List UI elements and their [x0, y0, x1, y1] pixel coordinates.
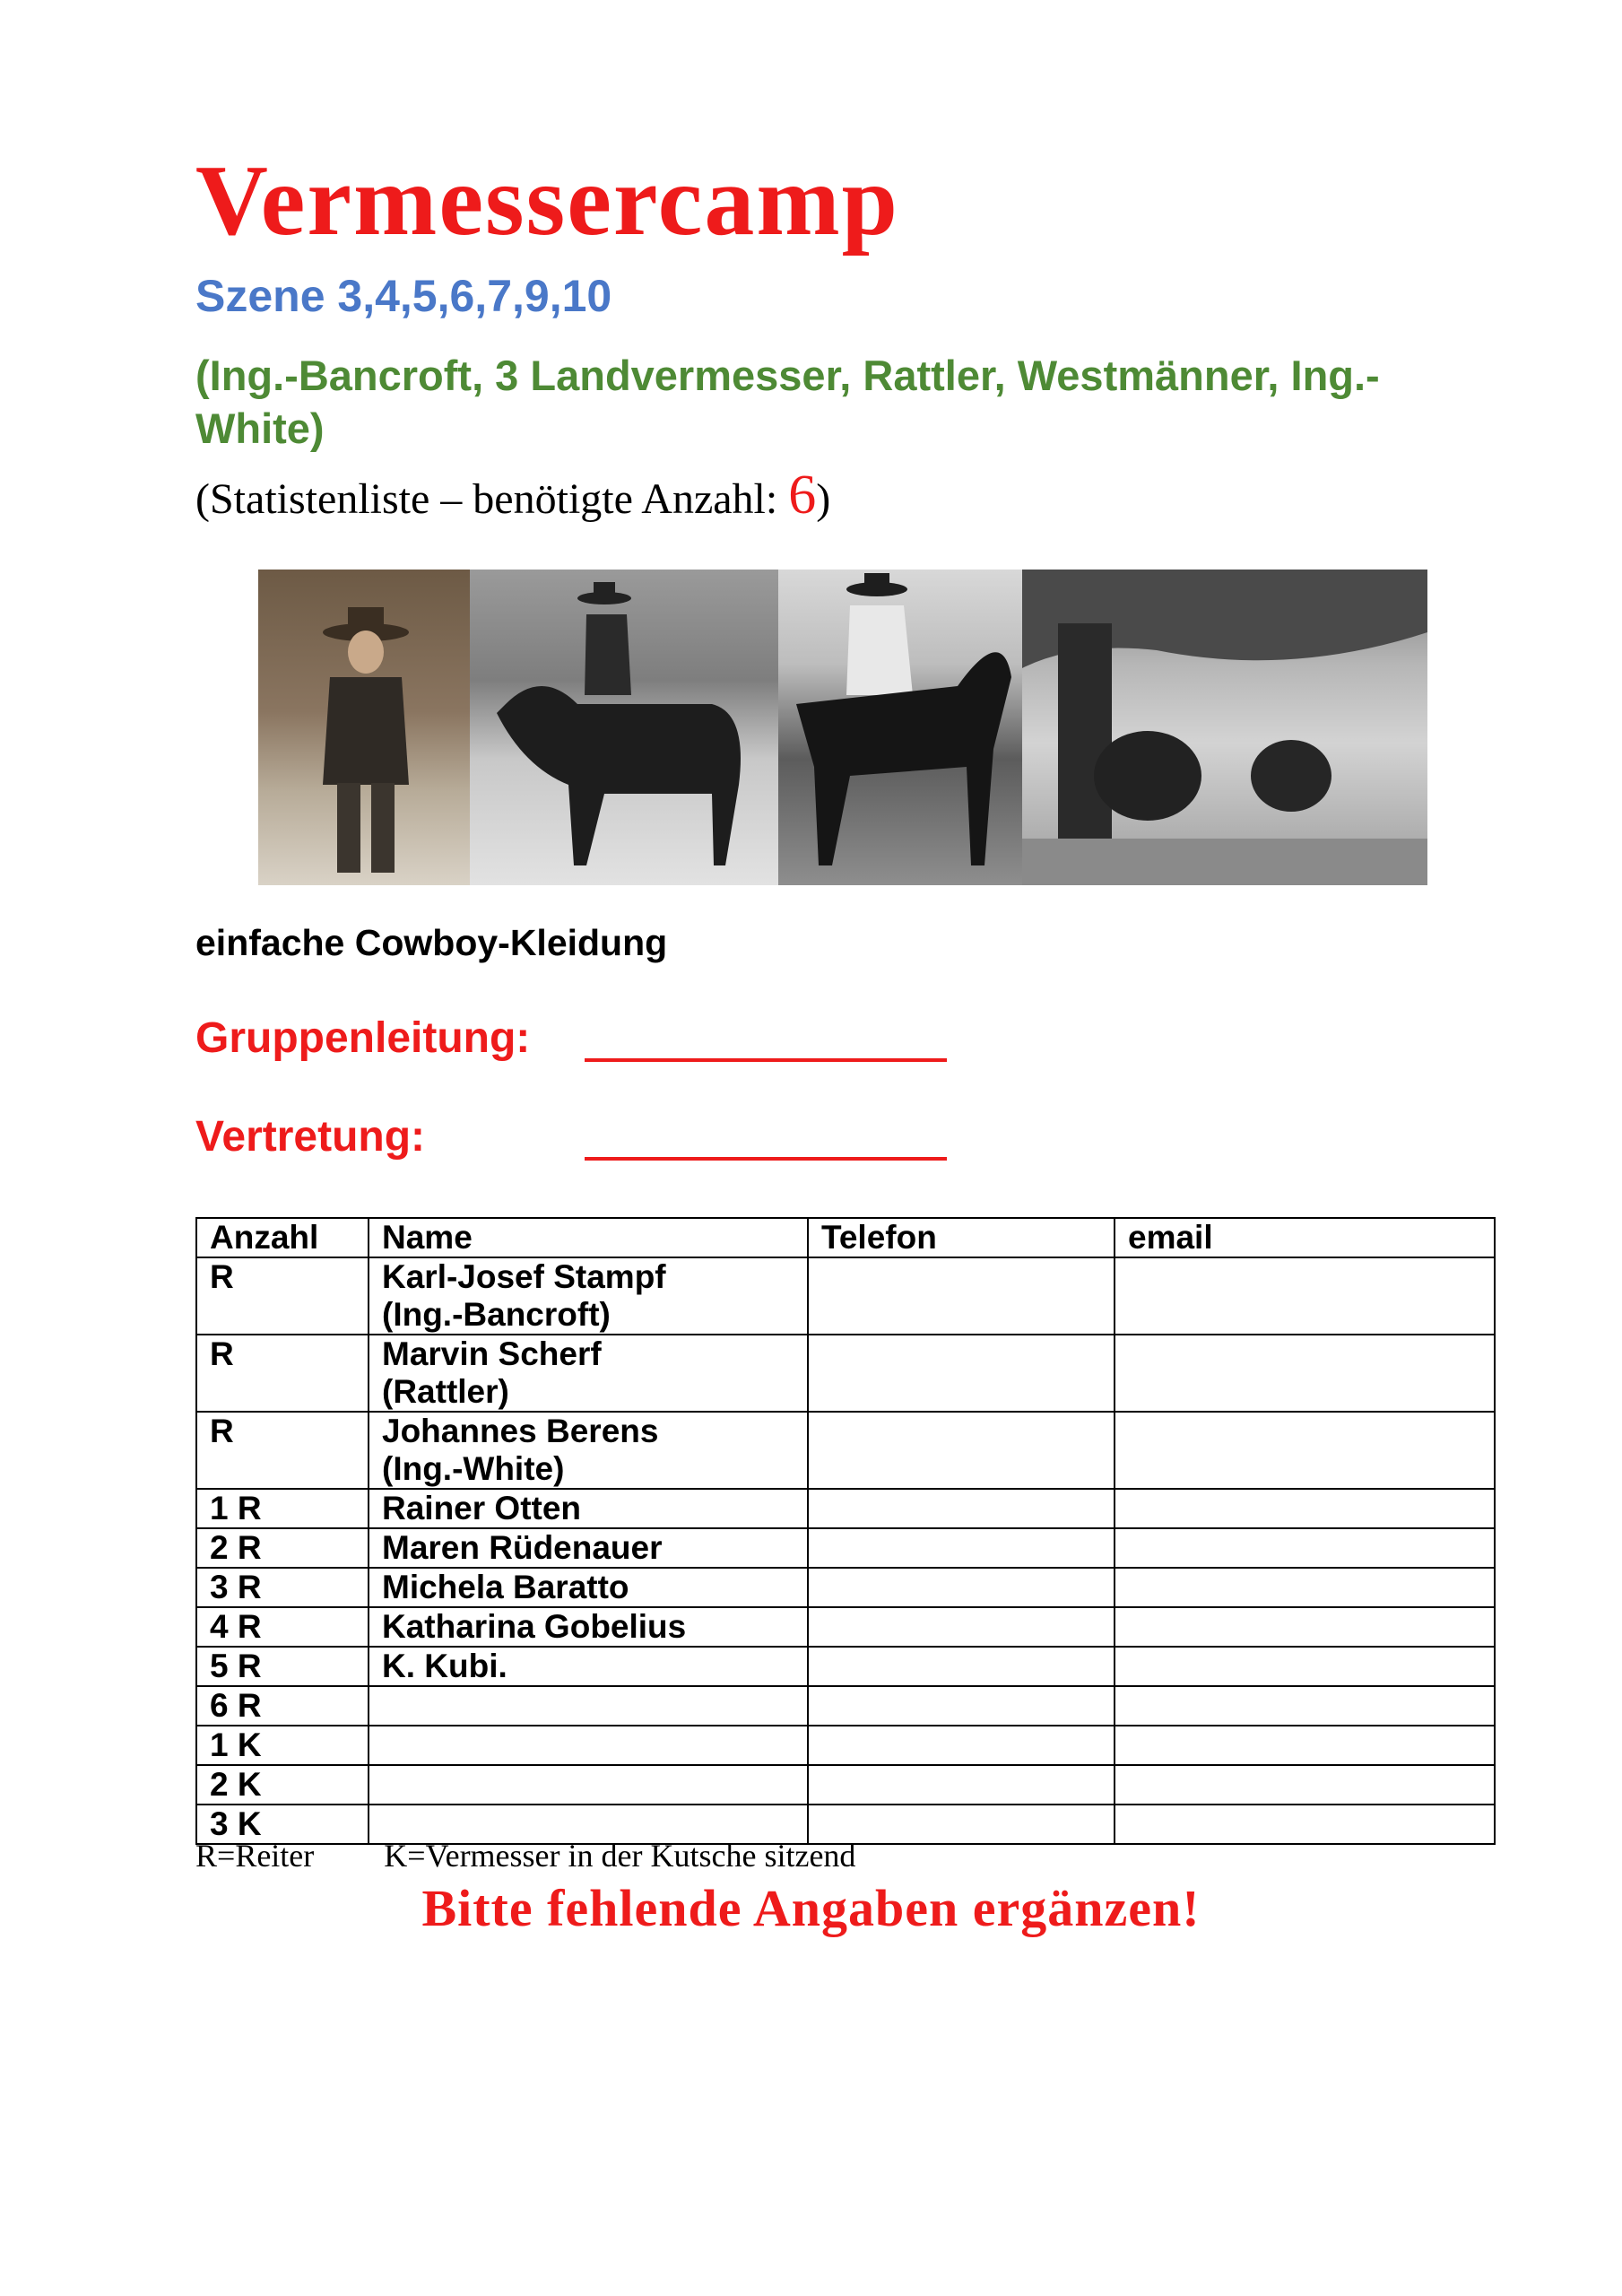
cell-email[interactable] [1115, 1607, 1495, 1647]
table-row [196, 1335, 1495, 1412]
deputy-label: Vertretung: [195, 1113, 426, 1161]
table-row [196, 1528, 1495, 1568]
legend-kutsche: K=Vermesser in der Kutsche sitzend [384, 1838, 856, 1874]
legend-reiter: R=Reiter [195, 1838, 315, 1874]
photo-strip [258, 570, 1427, 885]
cell-name [369, 1647, 808, 1686]
table-row [196, 1489, 1495, 1528]
cell-email[interactable] [1115, 1805, 1495, 1844]
person-name: Johannes Berens [382, 1413, 659, 1449]
group-lead-label: Gruppenleitung: [195, 1014, 531, 1062]
table-row [196, 1568, 1495, 1607]
cell-telefon[interactable] [808, 1765, 1115, 1805]
person-name: Rainer Otten [382, 1490, 582, 1526]
costume-note: einfache Cowboy-Kleidung [195, 922, 668, 963]
cell-telefon[interactable] [808, 1257, 1115, 1335]
cell-anzahl: 3 R [196, 1568, 369, 1607]
cell-email[interactable] [1115, 1528, 1495, 1568]
cell-email[interactable] [1115, 1489, 1495, 1528]
cell-anzahl: 4 R [196, 1607, 369, 1647]
cell-telefon[interactable] [808, 1726, 1115, 1765]
person-role: (Rattler) [382, 1373, 509, 1410]
header-name: Name [369, 1218, 808, 1257]
cell-name [369, 1686, 808, 1726]
cell-name [369, 1765, 808, 1805]
table-row [196, 1726, 1495, 1765]
cell-telefon[interactable] [808, 1686, 1115, 1726]
cell-name [369, 1568, 808, 1607]
cell-anzahl: 6 R [196, 1686, 369, 1726]
cell-anzahl: R [196, 1335, 369, 1412]
extras-prefix: (Statistenliste – benötigte Anzahl: [195, 475, 789, 523]
cell-email[interactable] [1115, 1765, 1495, 1805]
person-name: Marvin Scherf [382, 1335, 602, 1372]
cell-telefon[interactable] [808, 1568, 1115, 1607]
table-row [196, 1686, 1495, 1726]
completion-request: Bitte fehlende Angaben ergänzen! [421, 1879, 1201, 1937]
page-title: Vermessercamp [195, 145, 899, 257]
cell-anzahl: 1 K [196, 1726, 369, 1765]
cast-list: (Ing.-Bancroft, 3 Landvermesser, Rattler, Westmänner, Ing.-White) [195, 352, 1380, 452]
cell-telefon[interactable] [808, 1412, 1115, 1489]
cell-telefon[interactable] [808, 1489, 1115, 1528]
cell-email[interactable] [1115, 1726, 1495, 1765]
photo-rider-on-horse [470, 570, 778, 885]
cell-name [369, 1335, 808, 1412]
table-header-row [196, 1218, 1495, 1257]
extras-count: 6 [788, 465, 817, 526]
cell-telefon[interactable] [808, 1607, 1115, 1647]
cell-email[interactable] [1115, 1568, 1495, 1607]
cell-name [369, 1528, 808, 1568]
header-anzahl: Anzahl [196, 1218, 369, 1257]
cell-telefon[interactable] [808, 1647, 1115, 1686]
cell-email[interactable] [1115, 1412, 1495, 1489]
person-role: (Ing.-Bancroft) [382, 1296, 611, 1333]
cell-name [369, 1607, 808, 1647]
extras-suffix: ) [816, 475, 831, 523]
cell-email[interactable] [1115, 1257, 1495, 1335]
table-row [196, 1257, 1495, 1335]
cell-name [369, 1726, 808, 1765]
person-name: K. Kubi. [382, 1648, 507, 1684]
cell-email[interactable] [1115, 1686, 1495, 1726]
cell-name [369, 1412, 808, 1489]
group-lead-field[interactable] [585, 1058, 947, 1062]
photo-camp-under-tree [1022, 570, 1427, 885]
scene-list: Szene 3,4,5,6,7,9,10 [195, 271, 612, 321]
person-name: Karl-Josef Stampf [382, 1258, 666, 1295]
table-row [196, 1607, 1495, 1647]
cell-anzahl: 1 R [196, 1489, 369, 1528]
person-role: (Ing.-White) [382, 1450, 565, 1487]
table-row [196, 1765, 1495, 1805]
table-row [196, 1647, 1495, 1686]
cell-anzahl: R [196, 1257, 369, 1335]
extras-count-line [195, 462, 830, 528]
cell-anzahl: 3 K [196, 1805, 369, 1844]
cell-anzahl: R [196, 1412, 369, 1489]
cell-anzahl: 5 R [196, 1647, 369, 1686]
table-row [196, 1412, 1495, 1489]
cell-anzahl: 2 R [196, 1528, 369, 1568]
cell-telefon[interactable] [808, 1528, 1115, 1568]
header-email: email [1115, 1218, 1495, 1257]
photo-rider-with-lasso [778, 570, 1022, 885]
cell-anzahl: 2 K [196, 1765, 369, 1805]
cell-email[interactable] [1115, 1647, 1495, 1686]
photo-standing-cowboy [258, 570, 470, 885]
person-name: Katharina Gobelius [382, 1608, 687, 1645]
cell-name [369, 1257, 808, 1335]
extras-table [195, 1217, 1496, 1845]
cell-name [369, 1489, 808, 1528]
cell-telefon[interactable] [808, 1335, 1115, 1412]
cell-email[interactable] [1115, 1335, 1495, 1412]
person-name: Maren Rüdenauer [382, 1529, 663, 1566]
person-name: Michela Baratto [382, 1569, 629, 1605]
table-legend [195, 1837, 855, 1874]
header-telefon: Telefon [808, 1218, 1115, 1257]
deputy-field[interactable] [585, 1157, 947, 1161]
